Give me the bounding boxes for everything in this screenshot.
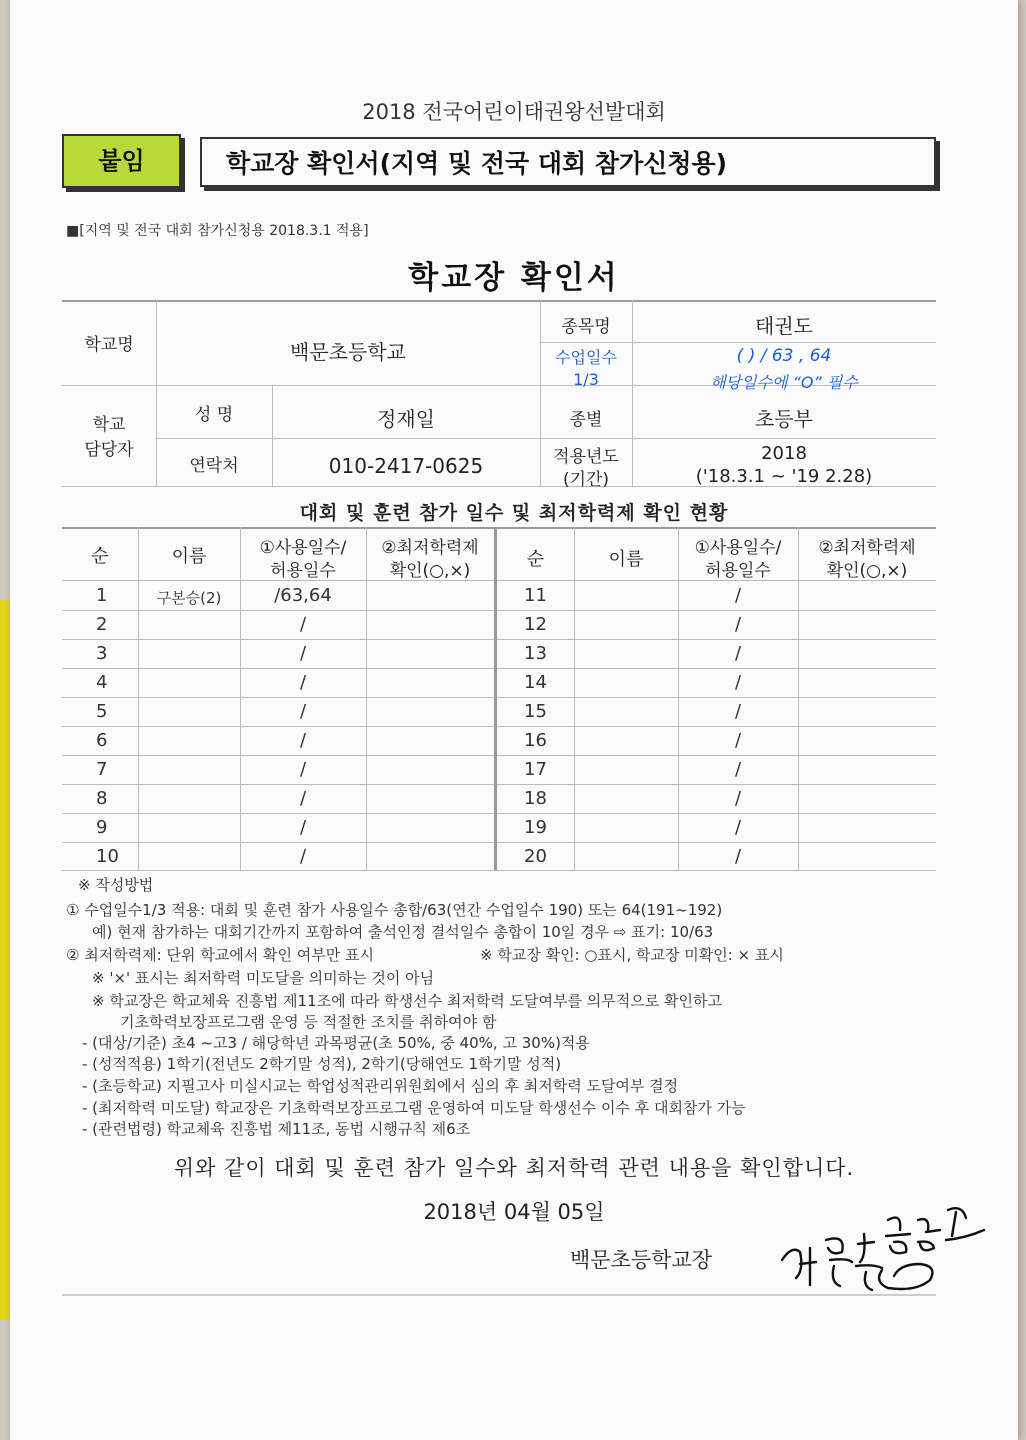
row-rule <box>497 639 936 640</box>
sport-label: 종목명 <box>561 317 611 337</box>
row-number: 13 <box>524 643 547 664</box>
row-days: / <box>299 730 307 751</box>
days-label: 수업일수 <box>555 348 617 367</box>
principal-title: 백문초등학교장 <box>570 1248 713 1272</box>
row-days: / <box>734 817 742 838</box>
row-rule <box>62 784 494 785</box>
row-rule <box>62 726 494 727</box>
row-rule <box>497 697 936 698</box>
detail-unmet: - (최저학력 미도달) 학교장은 기초학력보장프로그램 운영하여 미도달 학생선수 이수 후 대회참가 가능 <box>82 1099 746 1117</box>
row-number: 6 <box>96 730 108 751</box>
header-days-allowed-right: 허용일수 <box>705 561 771 581</box>
confirmation-statement: 위와 같이 대회 및 훈련 참가 일수와 최저학력 관련 내용을 확인합니다. <box>173 1156 855 1180</box>
instruction-4: ※ 학교장은 학교체육 진흥법 제11조에 따라 학생선수 최저학력 도달여부를 의무적으로 확인하고 <box>92 992 722 1010</box>
roster-col-rule <box>138 527 139 870</box>
row-days: / <box>299 788 307 809</box>
row-number: 2 <box>96 614 108 635</box>
row-number: 16 <box>524 730 547 751</box>
row-days: / <box>299 672 307 693</box>
row-days: / <box>734 643 742 664</box>
row-number: 3 <box>96 643 108 664</box>
school-value: 백문초등학교 <box>290 340 406 364</box>
instruction-2: ② 최저학력제: 단위 학교에서 확인 여부만 표시 <box>66 946 374 964</box>
row-rule <box>62 697 494 698</box>
detail-grades: - (성적적용) 1학기(전년도 2학기말 성적), 2학기(당해연도 1학기말 성적) <box>82 1055 562 1073</box>
roster-col-rule <box>574 527 575 870</box>
row-days: / <box>299 701 307 722</box>
days-value: ( ) / 63 , 64 <box>736 346 832 366</box>
row-rule <box>62 842 494 843</box>
header-min-confirm-right: 확인(○,×) <box>826 561 908 581</box>
row-days: / <box>734 585 742 606</box>
year-label: 적용년도 <box>553 447 619 467</box>
row-number: 14 <box>524 672 547 693</box>
row-number: 7 <box>96 759 108 780</box>
application-note: ■[지역 및 전국 대회 참가신청용 2018.3.1 적용] <box>66 223 369 239</box>
row-number: 5 <box>96 701 108 722</box>
header-name-right: 이름 <box>608 549 644 570</box>
row-rule <box>497 813 936 814</box>
principal-signature <box>770 1190 990 1300</box>
roster-bottom-rule <box>62 870 936 871</box>
row-number: 4 <box>96 672 108 693</box>
row-rule <box>497 668 936 669</box>
instruction-3: ※ '×' 표시는 최저학력 미도달을 의미하는 것이 아님 <box>92 969 435 987</box>
row-rule <box>62 813 494 814</box>
instruction-1: ① 수업일수1/3 적용: 대회 및 훈련 참가 사용일수 총합/63(연간 수업일수 190) 또는 64(191~192) <box>66 901 723 919</box>
footer-rule <box>62 1294 936 1296</box>
document-date: 2018년 04월 05일 <box>423 1200 605 1224</box>
instruction-2-marks: ※ 학교장 확인: ○표시, 학교장 미확인: × 표시 <box>480 946 784 964</box>
row-rule <box>497 784 936 785</box>
row-days: / <box>734 614 742 635</box>
row-rule <box>497 842 936 843</box>
row-rule <box>497 755 936 756</box>
header-min-grade-right: ②최저학력제 <box>818 538 916 558</box>
header-no: 순 <box>91 546 109 567</box>
school-label: 학교명 <box>84 335 134 355</box>
event-title: 2018 전국어린이태권왕선발대회 <box>362 100 666 124</box>
manager-label: 학교 <box>92 415 126 435</box>
instruction-4b: 기초학력보장프로그램 운영 등 적절한 조치를 취하여야 함 <box>120 1013 497 1031</box>
header-title: 학교장 확인서(지역 및 전국 대회 참가신청용) <box>200 137 936 187</box>
row-rule <box>497 610 936 611</box>
info-sub-rule <box>156 438 936 439</box>
roster-top-rule <box>62 527 936 529</box>
detail-elementary: - (초등학교) 지필고사 미실시교는 학업성적관리위원회에서 심의 후 최저학력 도달여부 결정 <box>82 1077 679 1095</box>
row-rule <box>497 726 936 727</box>
year-period-value: ('18.3.1 ~ '19 2.28) <box>695 466 873 487</box>
instruction-1-example: 예) 현재 참가하는 대회기간까지 포함하여 출석인정 결석일수 총합이 10일 경우 ⇨ 표기: 10/63 <box>92 923 714 941</box>
row-days: / <box>734 759 742 780</box>
header-days-allowed: 허용일수 <box>270 561 336 581</box>
row-days: / <box>734 672 742 693</box>
row-days: / <box>734 701 742 722</box>
row-number: 20 <box>524 846 547 867</box>
days-label-ratio: 1/3 <box>573 370 599 389</box>
row-number: 10 <box>96 846 119 867</box>
info-sub-rule <box>540 342 936 343</box>
row-number: 19 <box>524 817 547 838</box>
name-value: 정재일 <box>377 407 435 431</box>
row-rule <box>62 668 494 669</box>
section-heading: 대회 및 훈련 참가 일수 및 최저학력제 확인 현황 <box>299 502 729 524</box>
category-value: 초등부 <box>755 407 813 431</box>
header-no-right: 순 <box>526 549 545 570</box>
row-days: / <box>299 643 307 664</box>
header-min-grade: ②최저학력제 <box>381 538 479 558</box>
contact-label: 연락처 <box>189 456 239 476</box>
header-min-confirm: 확인(○,×) <box>389 561 471 581</box>
row-days: / <box>299 759 307 780</box>
row-rule <box>62 755 494 756</box>
detail-law: - (관련법령) 학교체육 진흥법 제11조, 동법 시행규칙 제6조 <box>82 1120 471 1138</box>
header-days-right: ①사용일수/ <box>694 538 782 558</box>
row-rule <box>62 639 494 640</box>
row-number: 11 <box>524 585 547 606</box>
row-number: 9 <box>96 817 108 838</box>
row-number: 15 <box>524 701 547 722</box>
attachment-badge: 붙임 <box>62 134 181 188</box>
days-value-note: 해당일수에 “O” 필수 <box>710 373 858 392</box>
header-days: ①사용일수/ <box>259 538 347 558</box>
document-title: 학교장 확인서 <box>408 260 620 296</box>
row-number: 17 <box>524 759 547 780</box>
category-label: 종별 <box>569 410 603 430</box>
header-name: 이름 <box>171 546 207 567</box>
name-label: 성 명 <box>194 405 234 425</box>
contact-value: 010-2417-0625 <box>328 454 484 478</box>
row-days: / <box>734 788 742 809</box>
row-number: 8 <box>96 788 108 809</box>
row-days: /63,64 <box>274 585 332 606</box>
year-value: 2018 <box>761 443 807 464</box>
detail-target: - (대상/기준) 초4 ~고3 / 해당학년 과목평균(초 50%, 중 40%, 고 30%)적용 <box>82 1034 590 1052</box>
row-days: / <box>299 846 307 867</box>
row-days: / <box>299 817 307 838</box>
row-number: 12 <box>524 614 547 635</box>
row-days: / <box>299 614 307 635</box>
manager-label-2: 담당자 <box>84 440 134 460</box>
row-name: 구본승(2) <box>156 589 222 607</box>
document-page <box>10 0 1018 1440</box>
row-days: / <box>734 846 742 867</box>
instructions-title: ※ 작성방법 <box>78 876 154 894</box>
sport-value: 태권도 <box>755 314 813 338</box>
year-label-period: (기간) <box>562 470 610 490</box>
row-days: / <box>734 730 742 751</box>
row-number: 1 <box>96 585 108 606</box>
info-top-rule <box>62 300 936 302</box>
row-number: 18 <box>524 788 547 809</box>
row-rule <box>62 610 494 611</box>
